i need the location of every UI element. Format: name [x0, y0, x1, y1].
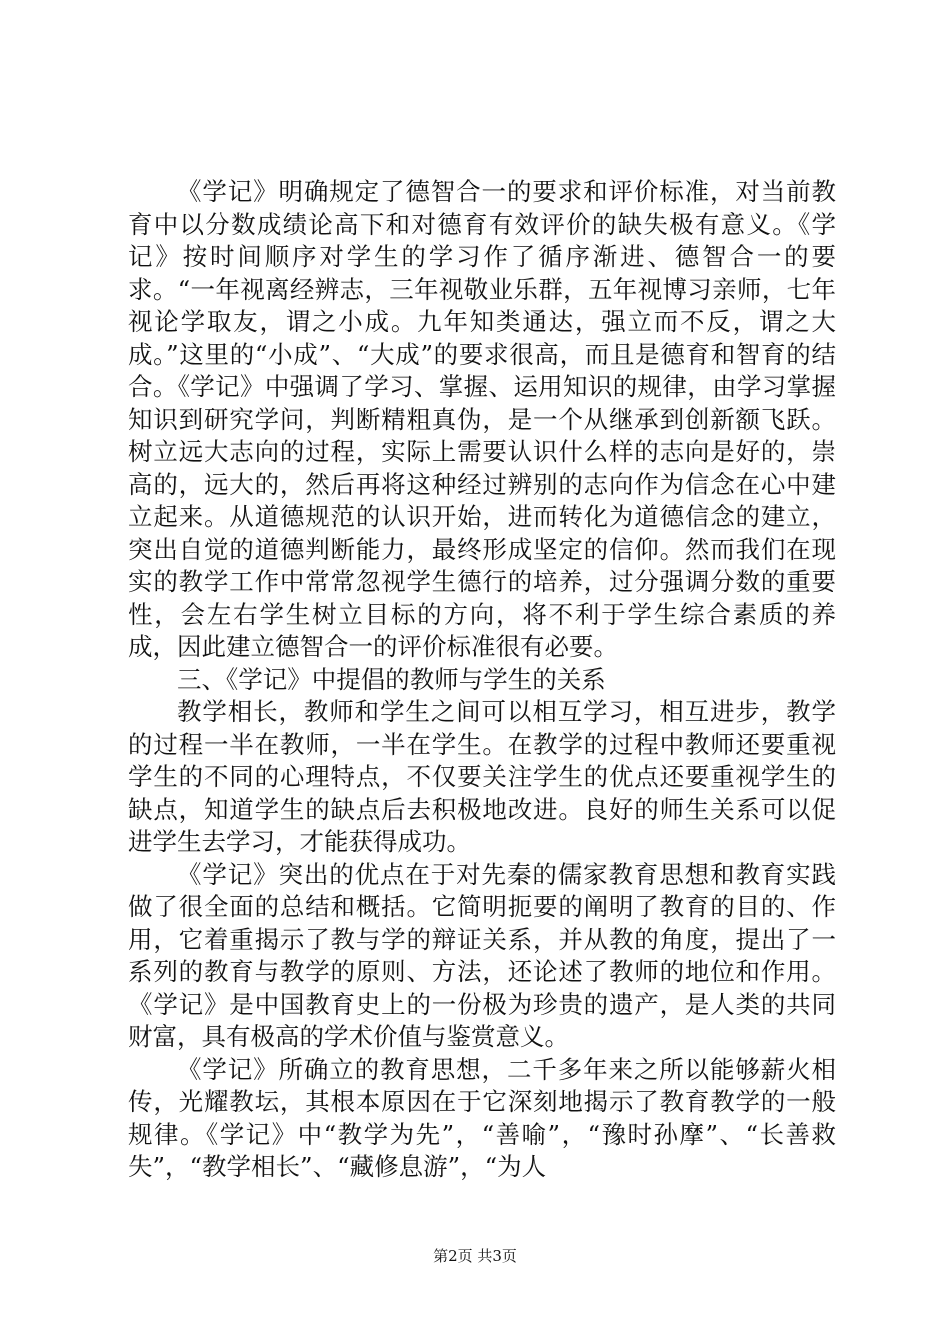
paragraph-xueji-legacy: 《学记》所确立的教育思想，二千多年来之所以能够薪火相传，光耀教坛，其根本原因在于它深刻地揭示了教育教学的一般规律。《学记》中“教学为先”，“善喻”，“豫时孙摩”、“长善救失”，“教学相长”、“藏修息游”，“为人 [128, 1054, 836, 1181]
page-number-footer: 第2页 共3页 [433, 1247, 517, 1265]
paragraph-deyu-evaluation: 《学记》明确规定了德智合一的要求和评价标准，对当前教育中以分数成绩论高下和对德育有效评价的缺失极有意义。《学记》按时间顺序对学生的学习作了循序渐进、德智合一的要求。“一年视离经辨志，三年视敬业乐群，五年视博习亲师，七年视论学取友，谓之小成。九年知类通达，强立而不反，谓之大成。”这里的“小成”、“大成”的要求很高，而且是德育和智育的结合。《学记》中强调了学习、掌握、运用知识的规律，由学习掌握知识到研究学问，判断精粗真伪，是一个从继承到创新额飞跃。树立远大志向的过程，实际上需要认识什么样的志向是好的，崇高的，远大的，然后再将这种经过辨别的志向作为信念在心中建立起来。从道德规范的认识开始，进而转化为道德信念的建立，突出自觉的道德判断能力，最终形成坚定的信仰。然而我们在现实的教学工作中常常忽视学生德行的培养，过分强调分数的重要性，会左右学生树立目标的方向，将不利于学生综合素质的养成，因此建立德智合一的评价标准很有必要。 [128, 177, 836, 661]
section-heading-teacher-student: 三、《学记》中提倡的教师与学生的关系 [177, 664, 606, 694]
paragraph-xueji-merits: 《学记》突出的优点在于对先秦的儒家教育思想和教育实践做了很全面的总结和概括。它简明扼要的阐明了教育的目的、作用，它着重揭示了教与学的辩证关系，并从教的角度，提出了一系列的教育与教学的原则、方法，还论述了教师的地位和作用。《学记》是中国教育史上的一份极为珍贵的遗产，是人类的共同财富，具有极高的学术价值与鉴赏意义。 [128, 859, 836, 1051]
paragraph-teaching-learning: 教学相长，教师和学生之间可以相互学习，相互进步，教学的过程一半在教师，一半在学生。在教学的过程中教师还要重视学生的不同的心理特点，不仅要关注学生的优点还要重视学生的缺点，知道学生的缺点后去积极地改进。良好的师生关系可以促进学生去学习，才能获得成功。 [128, 697, 836, 856]
document-body [128, 176, 836, 1184]
